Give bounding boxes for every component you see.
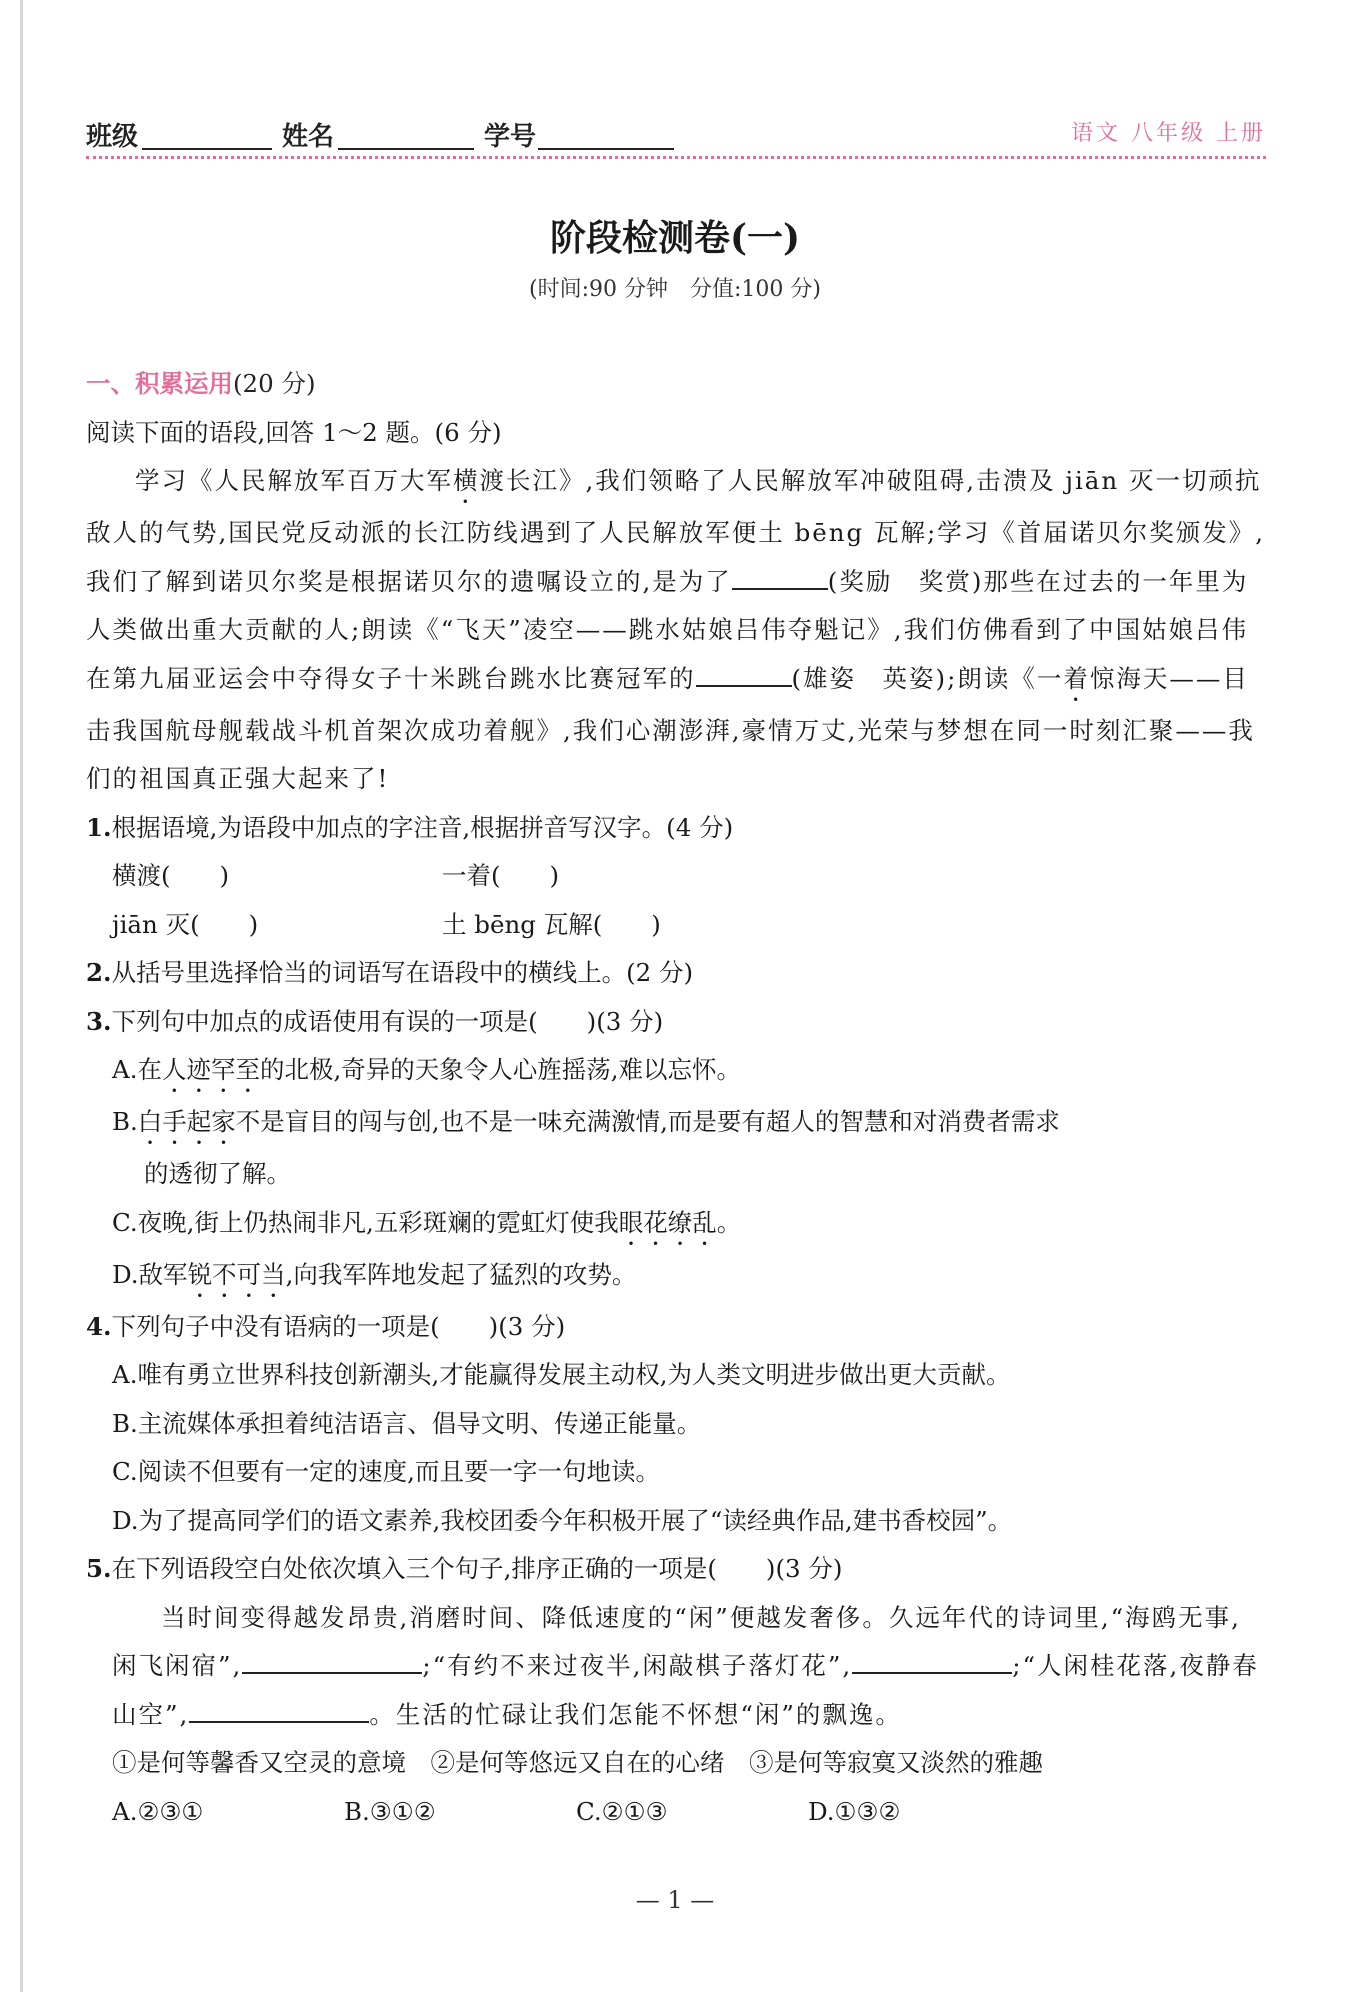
name-label: 姓名 xyxy=(282,122,335,152)
header-divider xyxy=(86,156,1266,159)
exam-info: (时间:90 分钟 分值:100 分) xyxy=(529,277,821,302)
reading-passage: 学习《人民解放军百万大军横渡长江》,我们领略了人民解放军冲破阻碍,击溃及 jiān 灭一切顽抗敌人的气势,国民党反动派的长江防线遇到了人民解放军便土 bēng 瓦解;学习《首届诺贝尔奖颁发》,我们了解到诺贝尔奖是根据诺贝尔的遗嘱设立的,是为了 (奖励 奖赏)那些在过去的一年里为人类做出重大贡献的人;朗读《“飞天”凌空——跳水姑娘吕伟夺魁记》,我们仿佛看到了中国姑娘吕伟在第九届亚运会中夺得女子十米跳台跳水比赛冠军的 (雄姿 英姿);朗读《一着惊海天——目击我国航母舰载战斗机首架次成功着舰》,我们心潮澎湃,豪情万丈,光荣与梦想在同一时刻汇聚——我们的祖国真正强大起来了! xyxy=(86,466,1266,793)
q3-option-b-cont: 的透彻了解。 xyxy=(144,1159,291,1188)
question-5: 5.在下列语段空白处依次填入三个句子,排序正确的一项是( )(3 分) xyxy=(86,1554,843,1583)
dotted-char: 横 xyxy=(453,466,480,495)
q3-option-a[interactable]: A.在人迹罕至的北极,奇异的天象令人心旌摇荡,难以忘怀。 xyxy=(112,1055,742,1084)
question-1: 1.根据语境,为语段中加点的字注音,根据拼音写汉字。(4 分) xyxy=(86,812,734,842)
id-label: 学号 xyxy=(484,122,537,152)
class-blank[interactable] xyxy=(142,148,272,150)
answer-blank[interactable] xyxy=(732,560,828,590)
page-number: — 1 — xyxy=(635,1886,715,1914)
question-3: 3.下列句中加点的成语使用有误的一项是( )(3 分) xyxy=(86,1006,664,1036)
page-title: 阶段检测卷(一) xyxy=(549,217,801,259)
passage-intro: 阅读下面的语段,回答 1～2 题。(6 分) xyxy=(86,417,502,447)
exam-content xyxy=(86,360,1266,1836)
q4-option-d[interactable]: D.为了提高同学们的语文素养,我校团委今年积极开展了“读经典作品,建书香校园”。 xyxy=(112,1505,1013,1535)
answer-blank[interactable] xyxy=(852,1644,1012,1674)
q5-choice[interactable]: C.②①③ xyxy=(576,1796,668,1826)
q4-option-c[interactable]: C.阅读不但要有一定的速度,而且要一字一句地读。 xyxy=(112,1457,660,1486)
q1-row-2: jiān 灭( ) 土 bēng 瓦解( ) xyxy=(112,909,661,939)
section-heading: 一、积累运用(20 分) xyxy=(86,369,316,398)
q5-choice[interactable]: D.①③② xyxy=(808,1796,901,1826)
answer-blank[interactable] xyxy=(189,1693,369,1723)
question-2: 2.从括号里选择恰当的词语写在语段中的横线上。(2 分) xyxy=(86,958,694,987)
class-label: 班级 xyxy=(86,122,139,152)
subject-tag: 语文 八年级 上册 xyxy=(1071,121,1266,146)
q3-option-b[interactable]: B.白手起家不是盲目的闯与创,也不是一味充满激情,而是要有超人的智慧和对消费者需求 xyxy=(112,1107,1060,1136)
question-4: 4.下列句子中没有语病的一项是( )(3 分) xyxy=(86,1311,566,1341)
q3-option-c[interactable]: C.夜晚,街上仍热闹非凡,五彩斑斓的霓虹灯使我眼花缭乱。 xyxy=(112,1207,742,1237)
id-blank[interactable] xyxy=(538,148,674,150)
worksheet-header xyxy=(86,108,1266,160)
q5-passage: 当时间变得越发昂贵,消磨时间、降低速度的“闲”便越发奢侈。久远年代的诗词里,“海鸥无事,闲飞闲宿”, ;“有约不来过夜半,闲敲棋子落灯花”, ;“人闲桂花落,夜静春山空”, 。生活的忙碌让我们怎能不怀想“闲”的飘逸。 xyxy=(112,1602,1259,1729)
q5-choices xyxy=(86,1788,1266,1837)
q4-option-b[interactable]: B.主流媒体承担着纯洁语言、倡导文明、传递正能量。 xyxy=(112,1408,702,1438)
q5-choice[interactable]: B.③①② xyxy=(344,1796,436,1826)
q1-row-1: 横渡( ) 一着( ) xyxy=(112,861,560,890)
q5-choice[interactable]: A.②③① xyxy=(112,1796,204,1826)
q5-items: ①是何等馨香又空灵的意境 ②是何等悠远又自在的心绪 ③是何等寂寞又淡然的雅趣 xyxy=(112,1748,1043,1777)
q4-option-a[interactable]: A.唯有勇立世界科技创新潮头,才能赢得发展主动权,为人类文明进步做出更大贡献。 xyxy=(112,1360,1011,1389)
answer-blank[interactable] xyxy=(696,657,792,687)
answer-blank[interactable] xyxy=(242,1644,422,1674)
name-blank[interactable] xyxy=(338,148,474,150)
dotted-char: 着 xyxy=(1063,663,1090,693)
q3-option-d[interactable]: D.敌军锐不可当,向我军阵地发起了猛烈的攻势。 xyxy=(112,1259,637,1289)
